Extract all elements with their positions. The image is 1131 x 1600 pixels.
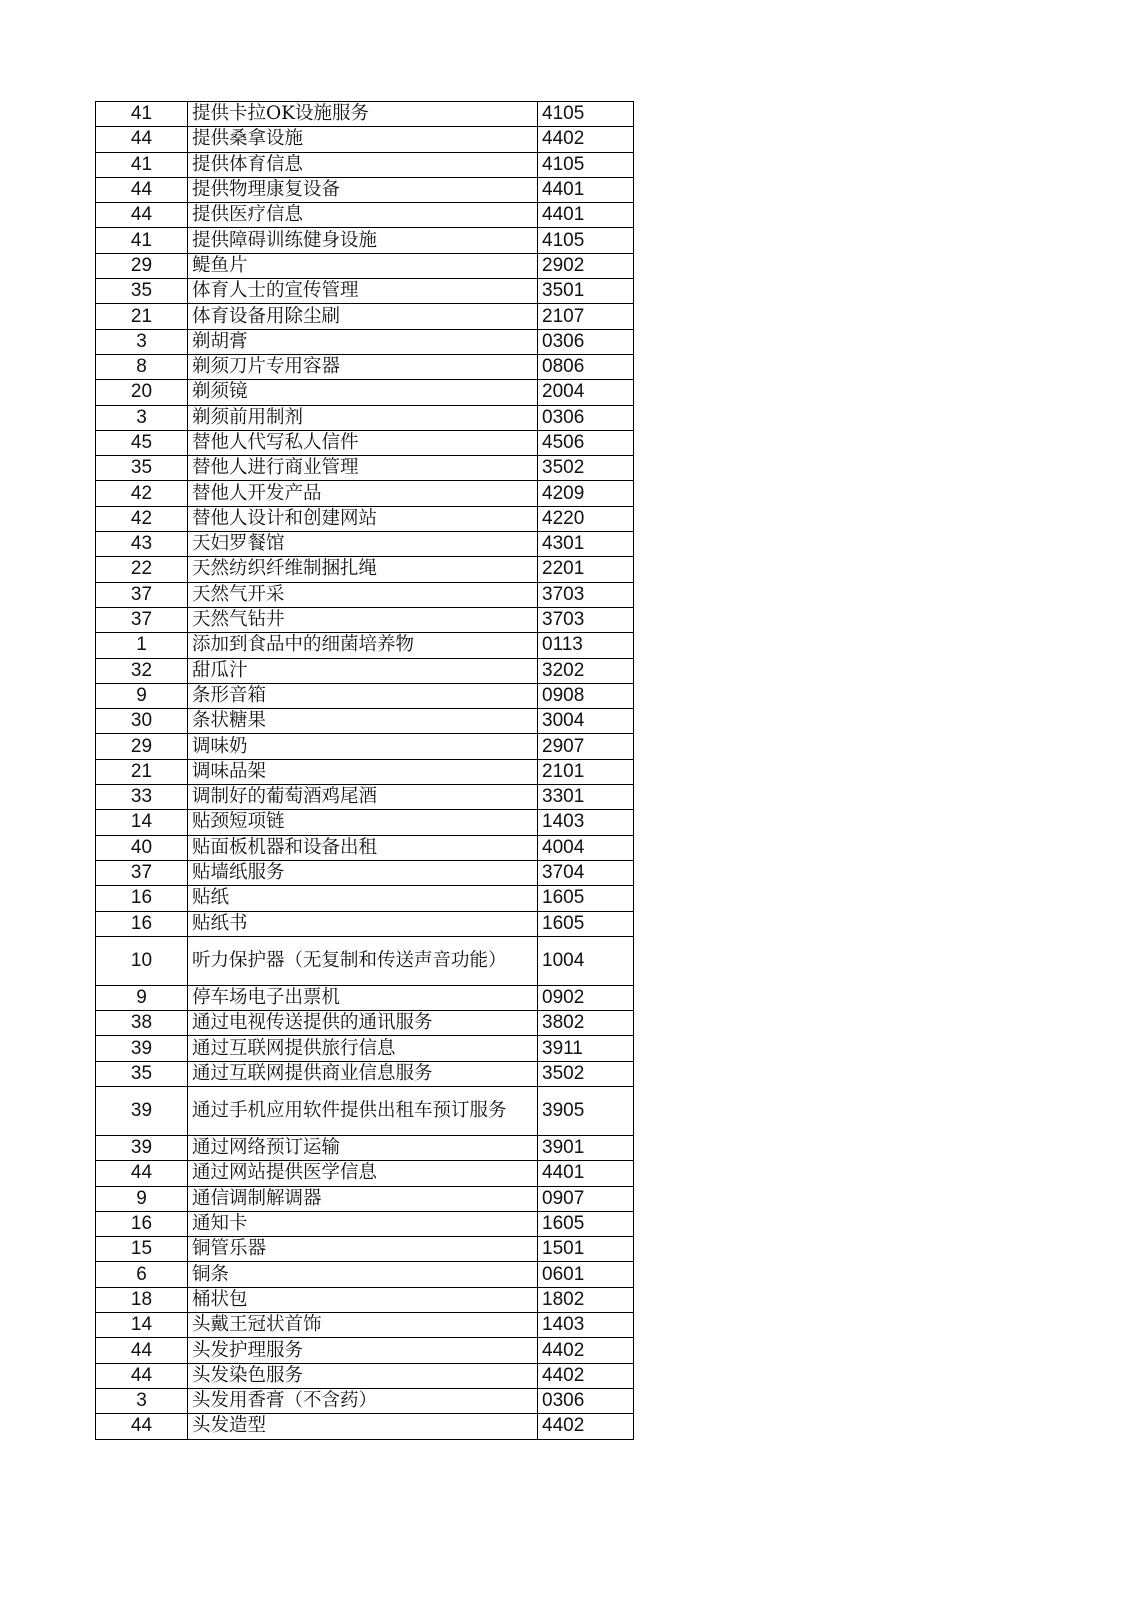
class-number-cell: 22	[96, 557, 188, 582]
table-row	[96, 127, 634, 152]
class-number-cell: 35	[96, 456, 188, 481]
table-row	[96, 658, 634, 683]
item-name-cell: 桶状包	[188, 1287, 538, 1312]
table-row	[96, 177, 634, 202]
group-code-cell: 2201	[538, 557, 634, 582]
table-row	[96, 1414, 634, 1439]
class-number-cell: 39	[96, 1135, 188, 1160]
table-row	[96, 102, 634, 127]
group-code-cell: 2101	[538, 759, 634, 784]
group-code-cell: 0306	[538, 405, 634, 430]
group-code-cell: 0908	[538, 683, 634, 708]
group-code-cell: 4209	[538, 481, 634, 506]
table-row	[96, 430, 634, 455]
class-number-cell: 21	[96, 304, 188, 329]
group-code-cell: 4220	[538, 506, 634, 531]
class-number-cell: 42	[96, 481, 188, 506]
item-name-cell: 头发护理服务	[188, 1338, 538, 1363]
class-number-cell: 40	[96, 835, 188, 860]
group-code-cell: 0601	[538, 1262, 634, 1287]
class-number-cell: 42	[96, 506, 188, 531]
table-row	[96, 1363, 634, 1388]
table-row	[96, 683, 634, 708]
item-name-cell: 停车场电子出票机	[188, 985, 538, 1010]
item-name-cell: 天妇罗餐馆	[188, 532, 538, 557]
class-number-cell: 37	[96, 607, 188, 632]
class-number-cell: 39	[96, 1036, 188, 1061]
table-row	[96, 1313, 634, 1338]
class-number-cell: 20	[96, 380, 188, 405]
class-number-cell: 3	[96, 405, 188, 430]
item-name-cell: 贴面板机器和设备出租	[188, 835, 538, 860]
item-name-cell: 通知卡	[188, 1211, 538, 1236]
group-code-cell: 1501	[538, 1237, 634, 1262]
class-number-cell: 9	[96, 985, 188, 1010]
group-code-cell: 4506	[538, 430, 634, 455]
group-code-cell: 4402	[538, 1414, 634, 1439]
table-row	[96, 354, 634, 379]
table-row	[96, 759, 634, 784]
table-row	[96, 582, 634, 607]
class-number-cell: 15	[96, 1237, 188, 1262]
group-code-cell: 0907	[538, 1186, 634, 1211]
class-number-cell: 3	[96, 329, 188, 354]
class-number-cell: 29	[96, 253, 188, 278]
table-row	[96, 1135, 634, 1160]
table-row	[96, 1262, 634, 1287]
item-name-cell: 提供物理康复设备	[188, 177, 538, 202]
item-name-cell: 头发染色服务	[188, 1363, 538, 1388]
group-code-cell: 4301	[538, 532, 634, 557]
class-number-cell: 10	[96, 936, 188, 985]
group-code-cell: 4401	[538, 177, 634, 202]
class-number-cell: 44	[96, 127, 188, 152]
class-number-cell: 35	[96, 279, 188, 304]
table-row	[96, 785, 634, 810]
item-name-cell: 添加到食品中的细菌培养物	[188, 633, 538, 658]
item-name-cell: 提供桑拿设施	[188, 127, 538, 152]
group-code-cell: 0306	[538, 1388, 634, 1413]
class-number-cell: 1	[96, 633, 188, 658]
class-number-cell: 9	[96, 683, 188, 708]
item-name-cell: 替他人进行商业管理	[188, 456, 538, 481]
item-name-cell: 头发造型	[188, 1414, 538, 1439]
item-name-cell: 剃须镜	[188, 380, 538, 405]
table-body	[96, 102, 634, 1440]
group-code-cell: 1004	[538, 936, 634, 985]
item-name-cell: 替他人开发产品	[188, 481, 538, 506]
table-row	[96, 810, 634, 835]
table-row	[96, 1061, 634, 1086]
table-row	[96, 886, 634, 911]
item-name-cell: 通过网站提供医学信息	[188, 1161, 538, 1186]
table-row	[96, 1338, 634, 1363]
class-number-cell: 44	[96, 1363, 188, 1388]
class-number-cell: 21	[96, 759, 188, 784]
class-number-cell: 37	[96, 860, 188, 885]
table-row	[96, 911, 634, 936]
class-number-cell: 38	[96, 1011, 188, 1036]
group-code-cell: 0306	[538, 329, 634, 354]
group-code-cell: 3704	[538, 860, 634, 885]
table-row	[96, 835, 634, 860]
group-code-cell: 1605	[538, 1211, 634, 1236]
table-row	[96, 506, 634, 531]
class-number-cell: 16	[96, 911, 188, 936]
group-code-cell: 4105	[538, 152, 634, 177]
group-code-cell: 4105	[538, 228, 634, 253]
item-name-cell: 调味品架	[188, 759, 538, 784]
table-row	[96, 481, 634, 506]
class-number-cell: 32	[96, 658, 188, 683]
table-row	[96, 380, 634, 405]
table-row	[96, 709, 634, 734]
item-name-cell: 头戴王冠状首饰	[188, 1313, 538, 1338]
class-number-cell: 44	[96, 203, 188, 228]
item-name-cell: 剃胡膏	[188, 329, 538, 354]
group-code-cell: 4004	[538, 835, 634, 860]
group-code-cell: 3905	[538, 1086, 634, 1135]
group-code-cell: 1403	[538, 1313, 634, 1338]
group-code-cell: 2907	[538, 734, 634, 759]
item-name-cell: 铜管乐器	[188, 1237, 538, 1262]
item-name-cell: 通信调制解调器	[188, 1186, 538, 1211]
class-number-cell: 14	[96, 810, 188, 835]
table-row	[96, 152, 634, 177]
table-row	[96, 1011, 634, 1036]
group-code-cell: 0806	[538, 354, 634, 379]
group-code-cell: 3703	[538, 607, 634, 632]
group-code-cell: 3501	[538, 279, 634, 304]
class-number-cell: 45	[96, 430, 188, 455]
class-number-cell: 41	[96, 228, 188, 253]
table-row	[96, 329, 634, 354]
item-name-cell: 通过网络预订运输	[188, 1135, 538, 1160]
table-row	[96, 985, 634, 1010]
class-number-cell: 44	[96, 1414, 188, 1439]
class-number-cell: 18	[96, 1287, 188, 1312]
group-code-cell: 1802	[538, 1287, 634, 1312]
group-code-cell: 3202	[538, 658, 634, 683]
item-name-cell: 贴颈短项链	[188, 810, 538, 835]
item-name-cell: 替他人代写私人信件	[188, 430, 538, 455]
item-name-cell: 铜条	[188, 1262, 538, 1287]
table-row	[96, 633, 634, 658]
class-number-cell: 33	[96, 785, 188, 810]
table-row	[96, 860, 634, 885]
group-code-cell: 4401	[538, 203, 634, 228]
table-row	[96, 456, 634, 481]
class-number-cell: 44	[96, 177, 188, 202]
class-number-cell: 8	[96, 354, 188, 379]
item-name-cell: 调制好的葡萄酒鸡尾酒	[188, 785, 538, 810]
item-name-cell: 天然气开采	[188, 582, 538, 607]
class-number-cell: 9	[96, 1186, 188, 1211]
class-number-cell: 16	[96, 1211, 188, 1236]
table-row	[96, 557, 634, 582]
group-code-cell: 4402	[538, 127, 634, 152]
group-code-cell: 1605	[538, 911, 634, 936]
item-name-cell: 条状糖果	[188, 709, 538, 734]
table-row	[96, 734, 634, 759]
class-number-cell: 6	[96, 1262, 188, 1287]
goods-services-table	[95, 101, 634, 1440]
class-number-cell: 41	[96, 102, 188, 127]
table-row	[96, 279, 634, 304]
table-row	[96, 1161, 634, 1186]
item-name-cell: 提供卡拉OK设施服务	[188, 102, 538, 127]
item-name-cell: 替他人设计和创建网站	[188, 506, 538, 531]
group-code-cell: 4105	[538, 102, 634, 127]
group-code-cell: 2107	[538, 304, 634, 329]
item-name-cell: 通过手机应用软件提供出租车预订服务	[188, 1086, 538, 1135]
item-name-cell: 条形音箱	[188, 683, 538, 708]
group-code-cell: 3911	[538, 1036, 634, 1061]
group-code-cell: 3802	[538, 1011, 634, 1036]
class-number-cell: 39	[96, 1086, 188, 1135]
table-row	[96, 228, 634, 253]
item-name-cell: 贴纸	[188, 886, 538, 911]
item-name-cell: 天然气钻井	[188, 607, 538, 632]
item-name-cell: 通过互联网提供商业信息服务	[188, 1061, 538, 1086]
table-row	[96, 532, 634, 557]
item-name-cell: 甜瓜汁	[188, 658, 538, 683]
group-code-cell: 1605	[538, 886, 634, 911]
table-row	[96, 253, 634, 278]
class-number-cell: 14	[96, 1313, 188, 1338]
item-name-cell: 听力保护器（无复制和传送声音功能）	[188, 936, 538, 985]
group-code-cell: 4402	[538, 1338, 634, 1363]
class-number-cell: 44	[96, 1161, 188, 1186]
class-number-cell: 37	[96, 582, 188, 607]
group-code-cell: 0113	[538, 633, 634, 658]
class-number-cell: 30	[96, 709, 188, 734]
table-row	[96, 304, 634, 329]
item-name-cell: 贴墙纸服务	[188, 860, 538, 885]
table-row	[96, 1388, 634, 1413]
item-name-cell: 提供障碍训练健身设施	[188, 228, 538, 253]
class-number-cell: 35	[96, 1061, 188, 1086]
group-code-cell: 4401	[538, 1161, 634, 1186]
item-name-cell: 体育设备用除尘刷	[188, 304, 538, 329]
table-row	[96, 1287, 634, 1312]
class-number-cell: 41	[96, 152, 188, 177]
item-name-cell: 通过互联网提供旅行信息	[188, 1036, 538, 1061]
item-name-cell: 头发用香膏（不含药）	[188, 1388, 538, 1413]
item-name-cell: 提供医疗信息	[188, 203, 538, 228]
group-code-cell: 3703	[538, 582, 634, 607]
item-name-cell: 通过电视传送提供的通讯服务	[188, 1011, 538, 1036]
item-name-cell: 剃须刀片专用容器	[188, 354, 538, 379]
table-row	[96, 1186, 634, 1211]
class-number-cell: 44	[96, 1338, 188, 1363]
table-row	[96, 607, 634, 632]
table-row	[96, 1086, 634, 1135]
table-row	[96, 936, 634, 985]
item-name-cell: 鳀鱼片	[188, 253, 538, 278]
group-code-cell: 3901	[538, 1135, 634, 1160]
table-row	[96, 1211, 634, 1236]
group-code-cell: 2004	[538, 380, 634, 405]
table-row	[96, 1036, 634, 1061]
group-code-cell: 3004	[538, 709, 634, 734]
class-number-cell: 3	[96, 1388, 188, 1413]
item-name-cell: 体育人士的宣传管理	[188, 279, 538, 304]
group-code-cell: 2902	[538, 253, 634, 278]
group-code-cell: 0902	[538, 985, 634, 1010]
table-row	[96, 203, 634, 228]
group-code-cell: 1403	[538, 810, 634, 835]
class-number-cell: 29	[96, 734, 188, 759]
item-name-cell: 剃须前用制剂	[188, 405, 538, 430]
item-name-cell: 调味奶	[188, 734, 538, 759]
class-number-cell: 43	[96, 532, 188, 557]
table-row	[96, 405, 634, 430]
item-name-cell: 提供体育信息	[188, 152, 538, 177]
table-row	[96, 1237, 634, 1262]
class-number-cell: 16	[96, 886, 188, 911]
group-code-cell: 4402	[538, 1363, 634, 1388]
group-code-cell: 3301	[538, 785, 634, 810]
group-code-cell: 3502	[538, 456, 634, 481]
item-name-cell: 天然纺织纤维制捆扎绳	[188, 557, 538, 582]
group-code-cell: 3502	[538, 1061, 634, 1086]
item-name-cell: 贴纸书	[188, 911, 538, 936]
